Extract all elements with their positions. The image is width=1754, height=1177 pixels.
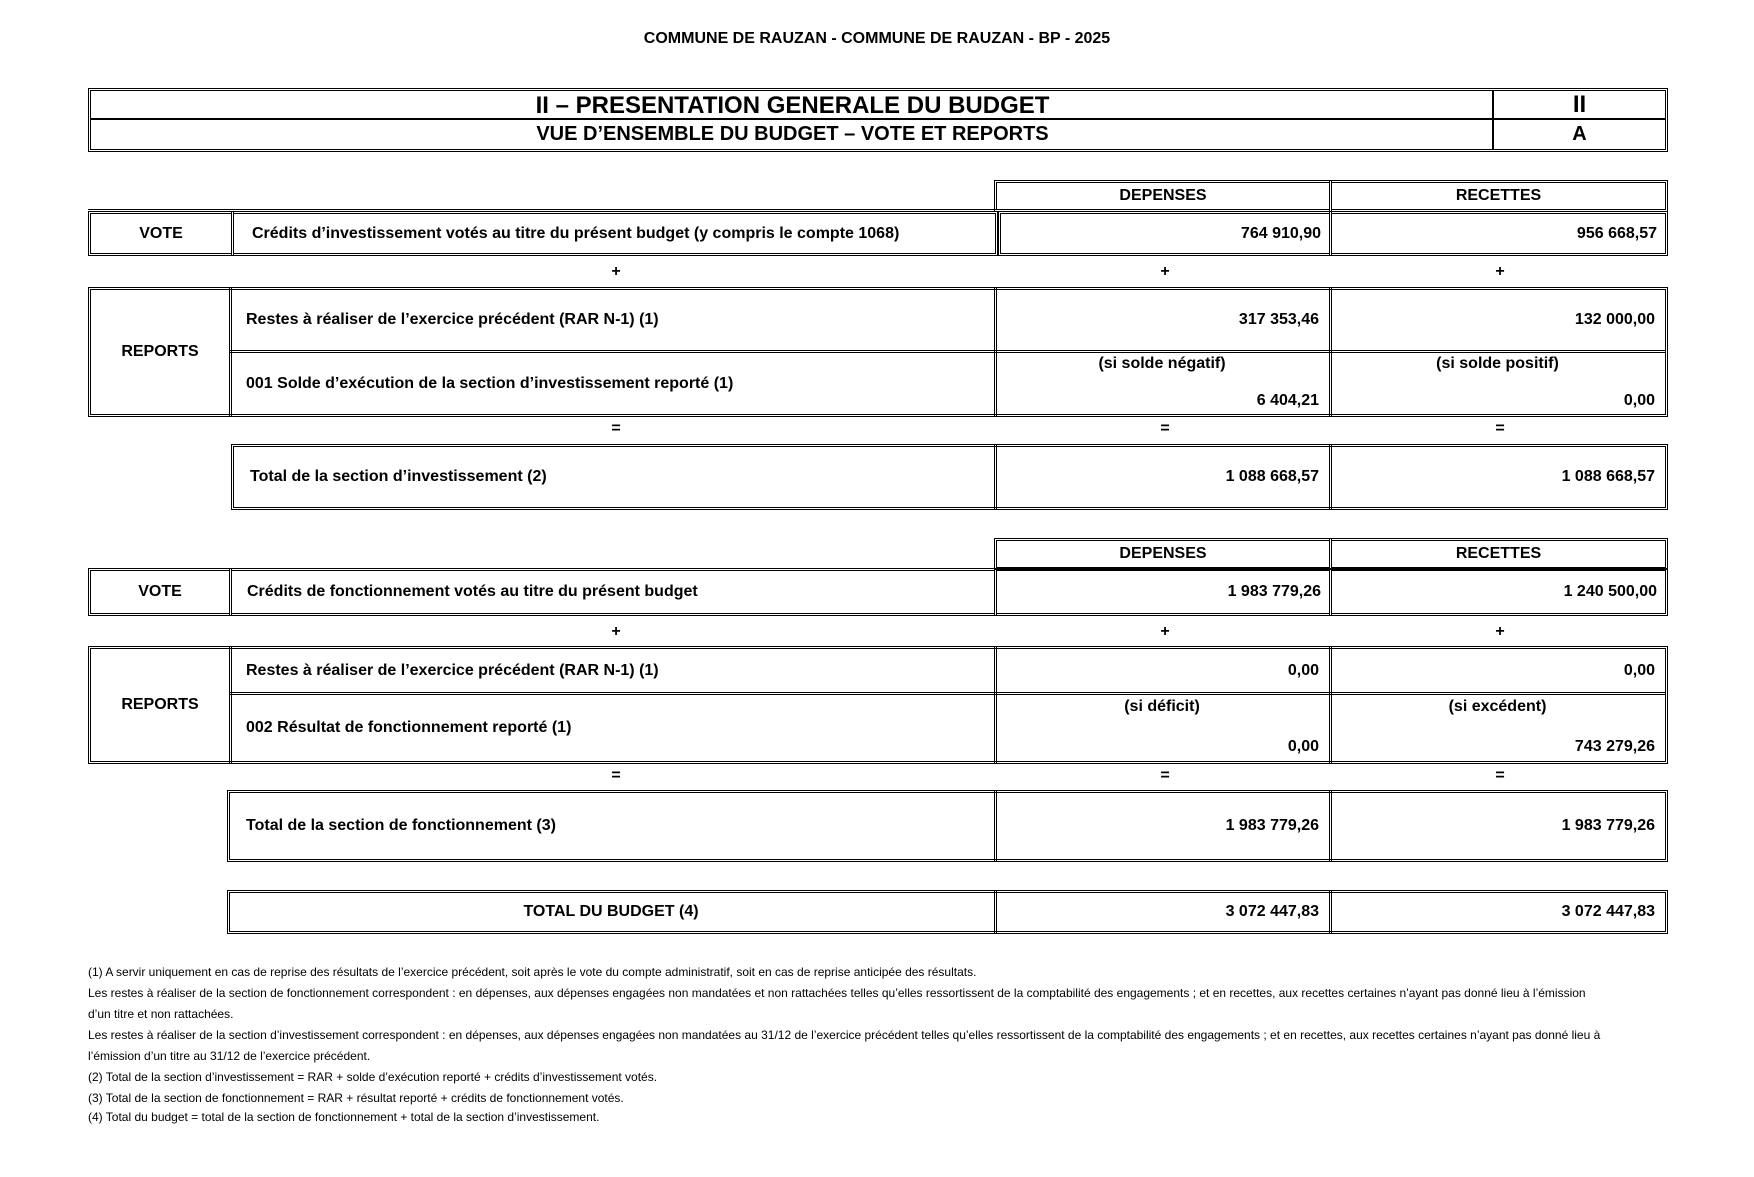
fonc-rar-depenses: 0,00 bbox=[1287, 661, 1319, 679]
inv-rar-depenses: 317 353,46 bbox=[1238, 311, 1319, 328]
inv-header-recettes: RECETTES bbox=[1329, 180, 1668, 212]
footnote: Les restes à réaliser de la section d’investissement correspondent : en dépenses, aux dépenses engagées non mandatées au 31/12 de l’exercice précédent telles qu’elles ressortissent de la comptabilité des engagements ; et en recettes, aux recettes certaines n’ayant pas donné lieu à bbox=[88, 1028, 1601, 1042]
footnote: (4) Total du budget = total de la section de fonctionnement + total de la section d’investissement. bbox=[88, 1110, 600, 1124]
budget-total-recettes: 3 072 447,83 bbox=[1561, 903, 1655, 920]
fonc-result-recettes: 743 279,26 bbox=[1574, 738, 1655, 755]
fonc-result-rec-note: (si excédent) bbox=[1448, 698, 1547, 715]
inv-solde-description: 001 Solde d’exécution de la section d’investissement reporté (1) bbox=[246, 374, 734, 392]
fonc-plus-desc: + bbox=[611, 623, 621, 640]
inv-total-description: Total de la section d’investissement (2) bbox=[250, 468, 547, 485]
inv-rar-recettes: 132 000,00 bbox=[1574, 311, 1655, 328]
footnote: (3) Total de la section de fonctionnement = RAR + résultat reporté + crédits de fonctionnement votés. bbox=[88, 1091, 624, 1105]
fonc-rar-recettes: 0,00 bbox=[1623, 661, 1655, 679]
inv-total-depenses: 1 088 668,57 bbox=[1225, 468, 1319, 485]
fonc-result-depenses: 0,00 bbox=[1287, 738, 1319, 755]
footnotes bbox=[88, 962, 1668, 1126]
inv-header-depenses: DEPENSES bbox=[994, 180, 1332, 212]
inv-plus-rec: + bbox=[1495, 263, 1505, 280]
budget-total-depenses: 3 072 447,83 bbox=[1225, 903, 1319, 920]
inv-vote-label: VOTE bbox=[88, 211, 234, 256]
page-header: COMMUNE DE RAUZAN - COMMUNE DE RAUZAN - BP - 2025 bbox=[643, 30, 1111, 47]
inv-vote-recettes: 956 668,57 bbox=[1329, 211, 1668, 256]
inv-solde-dep-note: (si solde négatif) bbox=[1098, 355, 1226, 372]
inv-vote-depenses: 764 910,90 bbox=[998, 211, 1332, 256]
fonc-header-depenses: DEPENSES bbox=[994, 538, 1332, 570]
inv-solde-recettes: 0,00 bbox=[1623, 392, 1655, 409]
section-subcode: A bbox=[1572, 123, 1587, 145]
inv-equals-dep: = bbox=[1160, 420, 1170, 437]
page-subtitle: VUE D’ENSEMBLE DU BUDGET – VOTE ET REPORTS bbox=[536, 123, 1049, 145]
inv-equals-desc: = bbox=[611, 420, 621, 437]
fonc-reports-label: REPORTS bbox=[121, 696, 199, 713]
fonc-total-depenses: 1 983 779,26 bbox=[1225, 817, 1319, 834]
inv-plus-dep: + bbox=[1160, 263, 1170, 280]
title-box bbox=[88, 88, 1668, 152]
inv-solde-rec-note: (si solde positif) bbox=[1436, 355, 1559, 372]
footnote: (2) Total de la section d’investissement = RAR + solde d’exécution reporté + crédits d’investissement votés. bbox=[88, 1070, 658, 1084]
fonc-vote-depenses: 1 983 779,26 bbox=[994, 568, 1332, 616]
footnote: Les restes à réaliser de la section de fonctionnement correspondent : en dépenses, aux dépenses engagées non mandatées et non rattachées telles qu’elles ressortissent de la comptabilité des engagements ; et en recettes, aux recettes certaines n’ayant pas donné lieu à l’émission bbox=[88, 986, 1586, 1000]
inv-equals-rec: = bbox=[1495, 420, 1505, 437]
inv-solde-depenses: 6 404,21 bbox=[1256, 392, 1319, 409]
inv-vote-description: Crédits d’investissement votés au titre du présent budget (y compris le compte 1068) bbox=[231, 211, 998, 256]
fonc-result-dep-note: (si déficit) bbox=[1124, 698, 1200, 715]
inv-total-recettes: 1 088 668,57 bbox=[1561, 468, 1655, 485]
fonc-vote-label: VOTE bbox=[88, 568, 232, 616]
footnote: (1) A servir uniquement en cas de reprise des résultats de l’exercice précédent, soit après le vote du compte administratif, soit en cas de reprise anticipée des résultats. bbox=[88, 965, 977, 979]
fonc-header-recettes: RECETTES bbox=[1329, 538, 1668, 570]
fonc-plus-rec: + bbox=[1495, 623, 1505, 640]
fonc-rar-description: Restes à réaliser de l’exercice précédent (RAR N-1) (1) bbox=[246, 661, 659, 679]
fonc-equals-dep: = bbox=[1160, 767, 1170, 784]
section-code: II bbox=[1494, 91, 1665, 120]
fonc-result-description: 002 Résultat de fonctionnement reporté (1) bbox=[246, 719, 572, 736]
inv-plus-desc: + bbox=[611, 263, 621, 280]
fonc-vote-description: Crédits de fonctionnement votés au titre du présent budget bbox=[229, 568, 997, 616]
footnote: l’émission d’un titre au 31/12 de l’exercice précédent. bbox=[88, 1049, 371, 1063]
footnote: d’un titre et non rattachées. bbox=[88, 1007, 234, 1021]
inv-rar-description: Restes à réaliser de l’exercice précédent (RAR N-1) (1) bbox=[246, 311, 659, 328]
fonc-total-description: Total de la section de fonctionnement (3) bbox=[246, 817, 556, 834]
fonc-plus-dep: + bbox=[1160, 623, 1170, 640]
fonc-equals-desc: = bbox=[611, 767, 621, 784]
page-title: II – PRESENTATION GENERALE DU BUDGET bbox=[535, 91, 1050, 119]
fonc-total-recettes: 1 983 779,26 bbox=[1561, 817, 1655, 834]
inv-reports-label: REPORTS bbox=[121, 343, 199, 360]
budget-total-label: TOTAL DU BUDGET (4) bbox=[523, 903, 699, 920]
fonc-equals-rec: = bbox=[1495, 767, 1505, 784]
fonc-vote-recettes: 1 240 500,00 bbox=[1329, 568, 1668, 616]
